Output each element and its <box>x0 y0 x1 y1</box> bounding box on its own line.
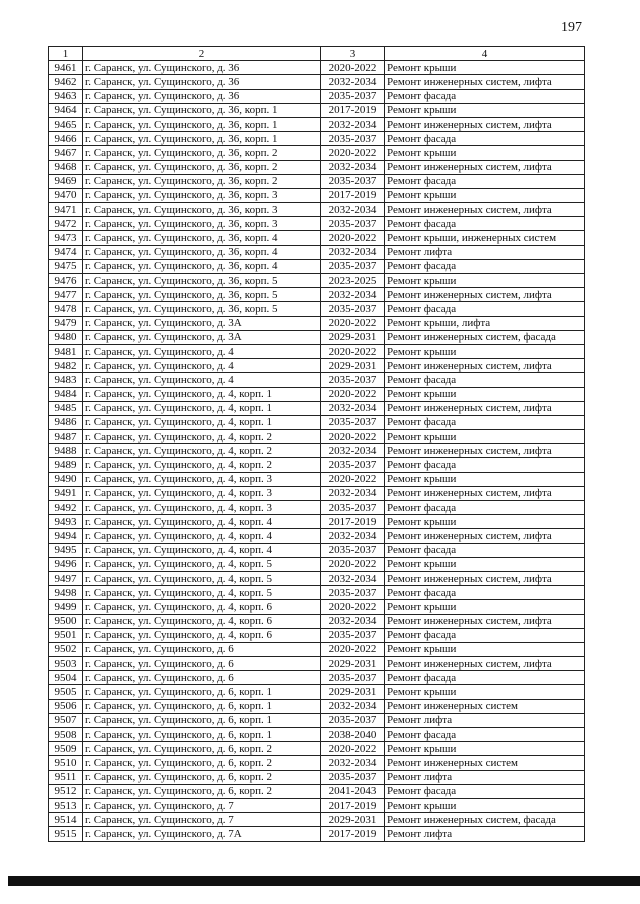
table-row <box>49 571 585 585</box>
period-cell: 2017-2019 <box>321 103 385 117</box>
row-number-cell: 9488 <box>49 444 83 458</box>
address-cell: г. Саранск, ул. Сущинского, д. 36 <box>83 61 321 75</box>
row-number-cell: 9466 <box>49 132 83 146</box>
row-number-cell: 9481 <box>49 344 83 358</box>
table-row <box>49 827 585 841</box>
period-cell: 2035-2037 <box>321 132 385 146</box>
work-type-cell: Ремонт фасада <box>385 501 585 515</box>
period-cell: 2035-2037 <box>321 217 385 231</box>
table-row <box>49 557 585 571</box>
work-type-cell: Ремонт инженерных систем, лифта <box>385 657 585 671</box>
period-cell: 2035-2037 <box>321 501 385 515</box>
table-row <box>49 742 585 756</box>
table-row <box>49 685 585 699</box>
address-cell: г. Саранск, ул. Сущинского, д. 6, корп. 1 <box>83 699 321 713</box>
address-cell: г. Саранск, ул. Сущинского, д. 4, корп. 2 <box>83 444 321 458</box>
table-row <box>49 188 585 202</box>
address-cell: г. Саранск, ул. Сущинского, д. 36, корп. 2 <box>83 160 321 174</box>
table-row <box>49 245 585 259</box>
address-cell: г. Саранск, ул. Сущинского, д. 6, корп. 2 <box>83 770 321 784</box>
work-type-cell: Ремонт фасада <box>385 543 585 557</box>
table-row <box>49 61 585 75</box>
address-cell: г. Саранск, ул. Сущинского, д. 4, корп. 1 <box>83 401 321 415</box>
work-type-cell: Ремонт крыши, инженерных систем <box>385 231 585 245</box>
work-type-cell: Ремонт инженерных систем, лифта <box>385 203 585 217</box>
row-number-cell: 9508 <box>49 728 83 742</box>
table-row <box>49 770 585 784</box>
work-type-cell: Ремонт инженерных систем, лифта <box>385 359 585 373</box>
table-row <box>49 415 585 429</box>
work-type-cell: Ремонт фасада <box>385 415 585 429</box>
table-row <box>49 288 585 302</box>
row-number-cell: 9514 <box>49 813 83 827</box>
work-type-cell: Ремонт фасада <box>385 217 585 231</box>
work-type-cell: Ремонт инженерных систем, лифта <box>385 117 585 131</box>
row-number-cell: 9483 <box>49 373 83 387</box>
work-type-cell: Ремонт инженерных систем, лифта <box>385 288 585 302</box>
row-number-cell: 9494 <box>49 529 83 543</box>
table-header-row <box>49 47 585 61</box>
work-type-cell: Ремонт инженерных систем, лифта <box>385 486 585 500</box>
row-number-cell: 9499 <box>49 600 83 614</box>
period-cell: 2032-2034 <box>321 486 385 500</box>
row-number-cell: 9486 <box>49 415 83 429</box>
period-cell: 2035-2037 <box>321 174 385 188</box>
work-type-cell: Ремонт фасада <box>385 373 585 387</box>
work-type-cell: Ремонт инженерных систем, лифта <box>385 529 585 543</box>
row-number-cell: 9506 <box>49 699 83 713</box>
address-cell: г. Саранск, ул. Сущинского, д. 36, корп. 3 <box>83 203 321 217</box>
period-cell: 2032-2034 <box>321 571 385 585</box>
work-type-cell: Ремонт инженерных систем <box>385 699 585 713</box>
address-cell: г. Саранск, ул. Сущинского, д. 4, корп. 3 <box>83 501 321 515</box>
row-number-cell: 9467 <box>49 146 83 160</box>
work-type-cell: Ремонт инженерных систем, лифта <box>385 401 585 415</box>
period-cell: 2017-2019 <box>321 798 385 812</box>
row-number-cell: 9480 <box>49 330 83 344</box>
work-type-cell: Ремонт инженерных систем, лифта <box>385 75 585 89</box>
period-cell: 2035-2037 <box>321 713 385 727</box>
work-type-cell: Ремонт крыши <box>385 61 585 75</box>
period-cell: 2038-2040 <box>321 728 385 742</box>
scan-edge-bar <box>8 876 640 886</box>
address-cell: г. Саранск, ул. Сущинского, д. 6, корп. 1 <box>83 728 321 742</box>
row-number-cell: 9479 <box>49 316 83 330</box>
table-row <box>49 486 585 500</box>
address-cell: г. Саранск, ул. Сущинского, д. 6 <box>83 657 321 671</box>
table-row <box>49 103 585 117</box>
period-cell: 2035-2037 <box>321 259 385 273</box>
table-row <box>49 274 585 288</box>
address-cell: г. Саранск, ул. Сущинского, д. 4, корп. 4 <box>83 529 321 543</box>
work-type-cell: Ремонт фасада <box>385 174 585 188</box>
address-cell: г. Саранск, ул. Сущинского, д. 36, корп. 2 <box>83 146 321 160</box>
period-cell: 2032-2034 <box>321 529 385 543</box>
period-cell: 2035-2037 <box>321 671 385 685</box>
work-type-cell: Ремонт крыши <box>385 798 585 812</box>
address-cell: г. Саранск, ул. Сущинского, д. 4 <box>83 344 321 358</box>
row-number-cell: 9500 <box>49 614 83 628</box>
period-cell: 2020-2022 <box>321 61 385 75</box>
table-row <box>49 117 585 131</box>
work-type-cell: Ремонт фасада <box>385 89 585 103</box>
table-row <box>49 387 585 401</box>
period-cell: 2032-2034 <box>321 444 385 458</box>
work-type-cell: Ремонт крыши <box>385 515 585 529</box>
column-header: 4 <box>385 47 585 61</box>
address-cell: г. Саранск, ул. Сущинского, д. 6, корп. 2 <box>83 756 321 770</box>
address-cell: г. Саранск, ул. Сущинского, д. 3А <box>83 316 321 330</box>
work-type-cell: Ремонт крыши <box>385 103 585 117</box>
work-type-cell: Ремонт крыши <box>385 685 585 699</box>
address-cell: г. Саранск, ул. Сущинского, д. 7 <box>83 813 321 827</box>
work-type-cell: Ремонт крыши <box>385 557 585 571</box>
row-number-cell: 9476 <box>49 274 83 288</box>
row-number-cell: 9493 <box>49 515 83 529</box>
page-number: 197 <box>561 20 582 35</box>
work-type-cell: Ремонт фасада <box>385 784 585 798</box>
period-cell: 2029-2031 <box>321 359 385 373</box>
address-cell: г. Саранск, ул. Сущинского, д. 36, корп. 1 <box>83 103 321 117</box>
work-type-cell: Ремонт фасада <box>385 728 585 742</box>
period-cell: 2029-2031 <box>321 813 385 827</box>
row-number-cell: 9496 <box>49 557 83 571</box>
address-cell: г. Саранск, ул. Сущинского, д. 36, корп. 5 <box>83 288 321 302</box>
work-type-cell: Ремонт инженерных систем <box>385 756 585 770</box>
work-type-cell: Ремонт крыши <box>385 600 585 614</box>
table-row <box>49 472 585 486</box>
row-number-cell: 9509 <box>49 742 83 756</box>
address-cell: г. Саранск, ул. Сущинского, д. 6, корп. 2 <box>83 784 321 798</box>
address-cell: г. Саранск, ул. Сущинского, д. 3А <box>83 330 321 344</box>
period-cell: 2032-2034 <box>321 756 385 770</box>
column-header: 1 <box>49 47 83 61</box>
table-row <box>49 728 585 742</box>
work-type-cell: Ремонт фасада <box>385 671 585 685</box>
work-type-cell: Ремонт крыши <box>385 742 585 756</box>
period-cell: 2035-2037 <box>321 543 385 557</box>
row-number-cell: 9474 <box>49 245 83 259</box>
table-row <box>49 699 585 713</box>
table-row <box>49 642 585 656</box>
work-type-cell: Ремонт фасада <box>385 302 585 316</box>
row-number-cell: 9463 <box>49 89 83 103</box>
work-type-cell: Ремонт инженерных систем, лифта <box>385 160 585 174</box>
period-cell: 2032-2034 <box>321 288 385 302</box>
table-row <box>49 160 585 174</box>
period-cell: 2035-2037 <box>321 628 385 642</box>
address-cell: г. Саранск, ул. Сущинского, д. 4, корп. 6 <box>83 600 321 614</box>
table-row <box>49 529 585 543</box>
address-cell: г. Саранск, ул. Сущинского, д. 36, корп. 1 <box>83 132 321 146</box>
address-cell: г. Саранск, ул. Сущинского, д. 4 <box>83 373 321 387</box>
table-row <box>49 444 585 458</box>
work-type-cell: Ремонт фасада <box>385 132 585 146</box>
period-cell: 2020-2022 <box>321 231 385 245</box>
table-row <box>49 515 585 529</box>
row-number-cell: 9478 <box>49 302 83 316</box>
table-row <box>49 628 585 642</box>
table-row <box>49 600 585 614</box>
address-cell: г. Саранск, ул. Сущинского, д. 36, корп. 4 <box>83 231 321 245</box>
address-cell: г. Саранск, ул. Сущинского, д. 6 <box>83 671 321 685</box>
address-cell: г. Саранск, ул. Сущинского, д. 36 <box>83 75 321 89</box>
table-row <box>49 75 585 89</box>
column-header: 3 <box>321 47 385 61</box>
row-number-cell: 9495 <box>49 543 83 557</box>
row-number-cell: 9468 <box>49 160 83 174</box>
row-number-cell: 9512 <box>49 784 83 798</box>
row-number-cell: 9475 <box>49 259 83 273</box>
address-cell: г. Саранск, ул. Сущинского, д. 4, корп. 4 <box>83 515 321 529</box>
address-cell: г. Саранск, ул. Сущинского, д. 6, корп. 2 <box>83 742 321 756</box>
table-row <box>49 657 585 671</box>
table-row <box>49 501 585 515</box>
table-row <box>49 614 585 628</box>
address-cell: г. Саранск, ул. Сущинского, д. 36, корп. 5 <box>83 302 321 316</box>
period-cell: 2017-2019 <box>321 515 385 529</box>
work-type-cell: Ремонт крыши <box>385 146 585 160</box>
period-cell: 2020-2022 <box>321 642 385 656</box>
row-number-cell: 9464 <box>49 103 83 117</box>
column-header: 2 <box>83 47 321 61</box>
address-cell: г. Саранск, ул. Сущинского, д. 6, корп. 1 <box>83 685 321 699</box>
period-cell: 2035-2037 <box>321 770 385 784</box>
work-type-cell: Ремонт фасада <box>385 259 585 273</box>
period-cell: 2020-2022 <box>321 472 385 486</box>
work-type-cell: Ремонт лифта <box>385 713 585 727</box>
row-number-cell: 9487 <box>49 430 83 444</box>
address-cell: г. Саранск, ул. Сущинского, д. 36, корп. 2 <box>83 174 321 188</box>
address-cell: г. Саранск, ул. Сущинского, д. 6 <box>83 642 321 656</box>
period-cell: 2035-2037 <box>321 89 385 103</box>
address-cell: г. Саранск, ул. Сущинского, д. 36, корп. 3 <box>83 188 321 202</box>
table-row <box>49 671 585 685</box>
table-row <box>49 798 585 812</box>
row-number-cell: 9515 <box>49 827 83 841</box>
table-row <box>49 784 585 798</box>
row-number-cell: 9485 <box>49 401 83 415</box>
table-row <box>49 756 585 770</box>
work-type-cell: Ремонт инженерных систем, лифта <box>385 571 585 585</box>
table-row <box>49 302 585 316</box>
period-cell: 2020-2022 <box>321 600 385 614</box>
work-type-cell: Ремонт крыши <box>385 642 585 656</box>
row-number-cell: 9471 <box>49 203 83 217</box>
row-number-cell: 9513 <box>49 798 83 812</box>
row-number-cell: 9461 <box>49 61 83 75</box>
work-type-cell: Ремонт лифта <box>385 770 585 784</box>
period-cell: 2017-2019 <box>321 827 385 841</box>
table-row <box>49 217 585 231</box>
period-cell: 2017-2019 <box>321 188 385 202</box>
row-number-cell: 9472 <box>49 217 83 231</box>
row-number-cell: 9482 <box>49 359 83 373</box>
period-cell: 2020-2022 <box>321 557 385 571</box>
address-cell: г. Саранск, ул. Сущинского, д. 4, корп. 2 <box>83 430 321 444</box>
address-cell: г. Саранск, ул. Сущинского, д. 36, корп. 3 <box>83 217 321 231</box>
row-number-cell: 9504 <box>49 671 83 685</box>
row-number-cell: 9501 <box>49 628 83 642</box>
table-row <box>49 203 585 217</box>
row-number-cell: 9470 <box>49 188 83 202</box>
row-number-cell: 9492 <box>49 501 83 515</box>
period-cell: 2035-2037 <box>321 302 385 316</box>
table-row <box>49 430 585 444</box>
address-cell: г. Саранск, ул. Сущинского, д. 4, корп. 5 <box>83 557 321 571</box>
row-number-cell: 9462 <box>49 75 83 89</box>
work-type-cell: Ремонт фасада <box>385 458 585 472</box>
table-row <box>49 231 585 245</box>
row-number-cell: 9477 <box>49 288 83 302</box>
address-cell: г. Саранск, ул. Сущинского, д. 4, корп. 5 <box>83 586 321 600</box>
row-number-cell: 9498 <box>49 586 83 600</box>
row-number-cell: 9507 <box>49 713 83 727</box>
table-row <box>49 713 585 727</box>
period-cell: 2020-2022 <box>321 344 385 358</box>
period-cell: 2032-2034 <box>321 117 385 131</box>
table-row <box>49 146 585 160</box>
period-cell: 2032-2034 <box>321 401 385 415</box>
address-cell: г. Саранск, ул. Сущинского, д. 36, корп. 4 <box>83 259 321 273</box>
address-cell: г. Саранск, ул. Сущинского, д. 36 <box>83 89 321 103</box>
address-cell: г. Саранск, ул. Сущинского, д. 36, корп. 4 <box>83 245 321 259</box>
row-number-cell: 9511 <box>49 770 83 784</box>
period-cell: 2032-2034 <box>321 614 385 628</box>
address-cell: г. Саранск, ул. Сущинского, д. 36, корп. 1 <box>83 117 321 131</box>
period-cell: 2023-2025 <box>321 274 385 288</box>
period-cell: 2035-2037 <box>321 415 385 429</box>
table-row <box>49 543 585 557</box>
period-cell: 2020-2022 <box>321 316 385 330</box>
address-cell: г. Саранск, ул. Сущинского, д. 36, корп. 5 <box>83 274 321 288</box>
work-type-cell: Ремонт лифта <box>385 245 585 259</box>
address-cell: г. Саранск, ул. Сущинского, д. 4, корп. 5 <box>83 571 321 585</box>
table-row <box>49 401 585 415</box>
period-cell: 2035-2037 <box>321 458 385 472</box>
table-row <box>49 132 585 146</box>
period-cell: 2032-2034 <box>321 75 385 89</box>
address-cell: г. Саранск, ул. Сущинского, д. 4, корп. 4 <box>83 543 321 557</box>
row-number-cell: 9502 <box>49 642 83 656</box>
work-type-cell: Ремонт лифта <box>385 827 585 841</box>
work-type-cell: Ремонт крыши <box>385 430 585 444</box>
period-cell: 2032-2034 <box>321 699 385 713</box>
table-row <box>49 586 585 600</box>
period-cell: 2020-2022 <box>321 742 385 756</box>
address-cell: г. Саранск, ул. Сущинского, д. 4, корп. 6 <box>83 614 321 628</box>
row-number-cell: 9503 <box>49 657 83 671</box>
row-number-cell: 9473 <box>49 231 83 245</box>
period-cell: 2041-2043 <box>321 784 385 798</box>
period-cell: 2032-2034 <box>321 203 385 217</box>
work-type-cell: Ремонт крыши <box>385 472 585 486</box>
period-cell: 2020-2022 <box>321 387 385 401</box>
period-cell: 2035-2037 <box>321 586 385 600</box>
address-cell: г. Саранск, ул. Сущинского, д. 7 <box>83 798 321 812</box>
address-cell: г. Саранск, ул. Сущинского, д. 6, корп. 1 <box>83 713 321 727</box>
address-cell: г. Саранск, ул. Сущинского, д. 4, корп. 3 <box>83 486 321 500</box>
row-number-cell: 9497 <box>49 571 83 585</box>
work-type-cell: Ремонт инженерных систем, лифта <box>385 444 585 458</box>
work-type-cell: Ремонт фасада <box>385 628 585 642</box>
period-cell: 2035-2037 <box>321 373 385 387</box>
row-number-cell: 9490 <box>49 472 83 486</box>
work-type-cell: Ремонт крыши, лифта <box>385 316 585 330</box>
period-cell: 2032-2034 <box>321 160 385 174</box>
table-row <box>49 174 585 188</box>
work-type-cell: Ремонт крыши <box>385 344 585 358</box>
work-type-cell: Ремонт крыши <box>385 188 585 202</box>
work-type-cell: Ремонт фасада <box>385 586 585 600</box>
table-row <box>49 330 585 344</box>
work-type-cell: Ремонт инженерных систем, фасада <box>385 330 585 344</box>
table-body <box>49 61 585 841</box>
table-row <box>49 813 585 827</box>
table-row <box>49 458 585 472</box>
work-type-cell: Ремонт крыши <box>385 387 585 401</box>
row-number-cell: 9491 <box>49 486 83 500</box>
row-number-cell: 9465 <box>49 117 83 131</box>
row-number-cell: 9510 <box>49 756 83 770</box>
work-type-cell: Ремонт инженерных систем, фасада <box>385 813 585 827</box>
address-cell: г. Саранск, ул. Сущинского, д. 7А <box>83 827 321 841</box>
table-row <box>49 359 585 373</box>
repair-schedule-table <box>48 46 585 842</box>
row-number-cell: 9469 <box>49 174 83 188</box>
work-type-cell: Ремонт крыши <box>385 274 585 288</box>
address-cell: г. Саранск, ул. Сущинского, д. 4, корп. 1 <box>83 387 321 401</box>
address-cell: г. Саранск, ул. Сущинского, д. 4 <box>83 359 321 373</box>
period-cell: 2020-2022 <box>321 430 385 444</box>
table-row <box>49 344 585 358</box>
period-cell: 2029-2031 <box>321 330 385 344</box>
row-number-cell: 9489 <box>49 458 83 472</box>
period-cell: 2020-2022 <box>321 146 385 160</box>
row-number-cell: 9505 <box>49 685 83 699</box>
table-row <box>49 259 585 273</box>
period-cell: 2032-2034 <box>321 245 385 259</box>
work-type-cell: Ремонт инженерных систем, лифта <box>385 614 585 628</box>
address-cell: г. Саранск, ул. Сущинского, д. 4, корп. 3 <box>83 472 321 486</box>
address-cell: г. Саранск, ул. Сущинского, д. 4, корп. 1 <box>83 415 321 429</box>
table-row <box>49 373 585 387</box>
table-row <box>49 316 585 330</box>
period-cell: 2029-2031 <box>321 685 385 699</box>
address-cell: г. Саранск, ул. Сущинского, д. 4, корп. 6 <box>83 628 321 642</box>
row-number-cell: 9484 <box>49 387 83 401</box>
address-cell: г. Саранск, ул. Сущинского, д. 4, корп. 2 <box>83 458 321 472</box>
period-cell: 2029-2031 <box>321 657 385 671</box>
table-row <box>49 89 585 103</box>
